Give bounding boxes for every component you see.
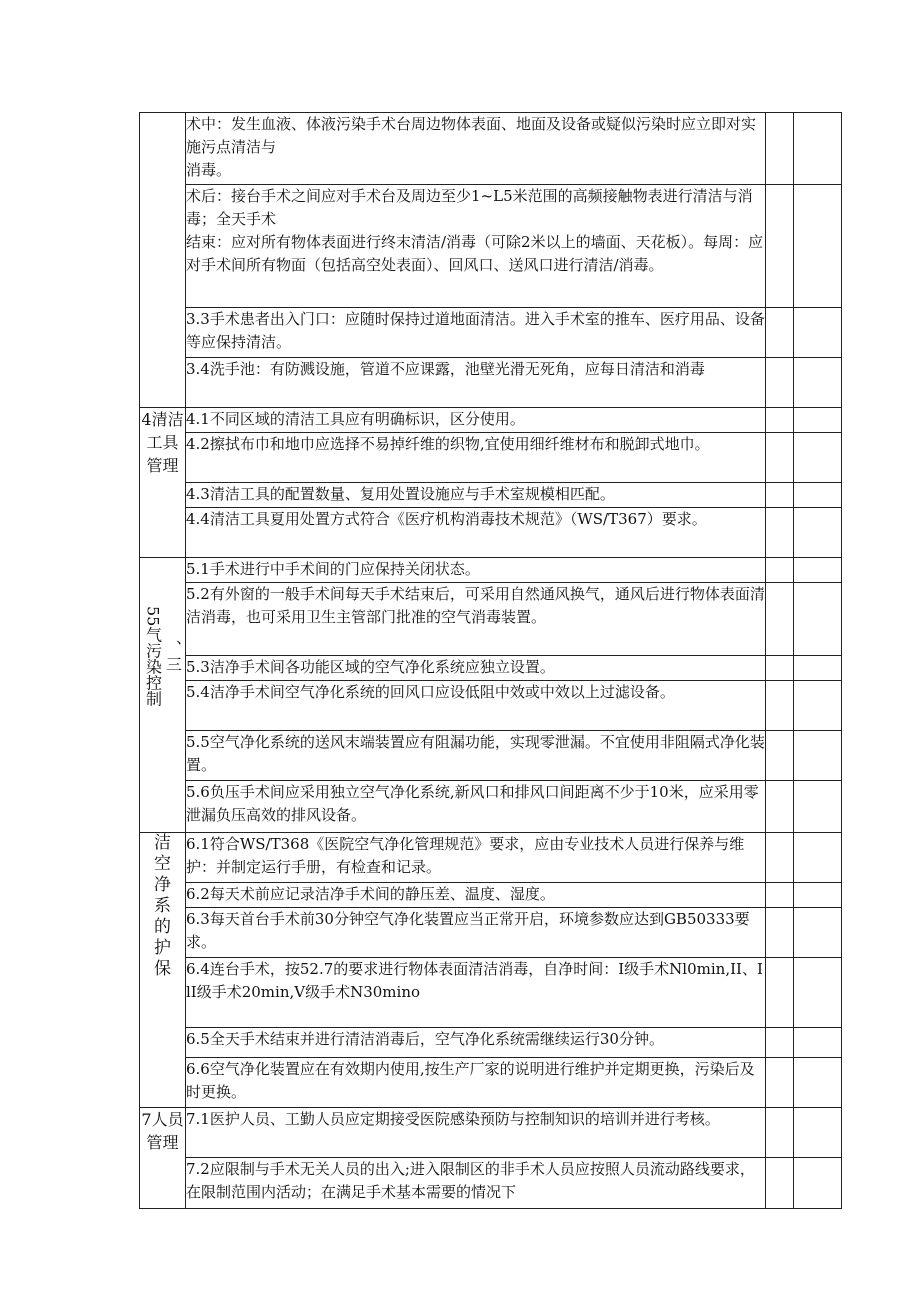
item-text: 5.4洁净手术间空气净化系统的回风口应设低阻中效或中效以上过滤设备。 — [186, 683, 675, 701]
item-cell — [186, 833, 766, 883]
check-cell[interactable] — [766, 483, 794, 508]
item-text: 6.3每天首台手术前30分钟空气净化装置应当正常开启，环境参数应达到GB50333要求。 — [186, 910, 750, 951]
remark-cell[interactable] — [794, 1108, 842, 1158]
item-cell — [186, 908, 766, 958]
remark-cell[interactable] — [794, 908, 842, 958]
remark-cell[interactable] — [794, 883, 842, 908]
check-cell[interactable] — [766, 113, 794, 185]
table-row — [140, 1158, 842, 1209]
check-cell[interactable] — [766, 1108, 794, 1158]
item-cell — [186, 958, 766, 1028]
table-row — [140, 656, 842, 681]
table-row — [140, 358, 842, 408]
item-text: 3.3手术患者出入门口：应随时保持过道地面清洁。进入手术室的推车、医疗用品、设备等应保持清洁。 — [186, 310, 765, 351]
item-text: 4.4清洁工具夏用处置方式符合《医疗机构消毒技术规范》（WS/T367）要求。 — [186, 510, 707, 528]
item-cell — [186, 731, 766, 781]
table-row — [140, 1058, 842, 1108]
item-text: 3.4洗手池：有防溅设施，管道不应课露，池壁光滑无死角，应每日清洁和消毒 — [186, 360, 705, 378]
check-cell[interactable] — [766, 308, 794, 358]
category-cell — [140, 113, 186, 408]
table-row — [140, 185, 842, 308]
item-text: 4.2擦拭布巾和地巾应选择不易掉纤维的织物,宜使用细纤维材布和脱卸式地巾。 — [186, 435, 710, 453]
check-cell[interactable] — [766, 958, 794, 1028]
table-row — [140, 558, 842, 583]
item-text: 6.1符合WS/T368《医院空气净化管理规范》要求，应由专业技术人员进行保养与维护：并制定运行手册，有检查和记录。 — [186, 835, 745, 876]
remark-cell[interactable] — [794, 1158, 842, 1209]
category-label: 4清洁工具管理 — [141, 410, 184, 475]
check-cell[interactable] — [766, 508, 794, 558]
remark-cell[interactable] — [794, 558, 842, 583]
remark-cell[interactable] — [794, 583, 842, 656]
item-cell — [186, 113, 766, 185]
check-cell[interactable] — [766, 681, 794, 731]
check-cell[interactable] — [766, 358, 794, 408]
remark-cell[interactable] — [794, 833, 842, 883]
item-text: 术中：发生血液、体液污染手术台周边物体表面、地面及设备或疑似污染时应立即对实施污点清洁与 消毒。 — [186, 115, 757, 179]
table-row — [140, 113, 842, 185]
item-cell — [186, 781, 766, 833]
item-text: 4.1不同区域的清洁工具应有明确标识，区分使用。 — [186, 410, 525, 428]
item-cell — [186, 483, 766, 508]
table-row — [140, 583, 842, 656]
item-cell — [186, 408, 766, 433]
item-cell — [186, 1108, 766, 1158]
category-label: 、三 55气污染控制 — [143, 606, 183, 707]
category-cell — [140, 558, 186, 833]
check-cell[interactable] — [766, 1058, 794, 1108]
check-cell[interactable] — [766, 656, 794, 681]
item-text: 7.2应限制与手术无关人员的出入;进入限制区的非手术人员应按照人员流动路线要求，在限制范围内活动；在满足手术基本需要的情况下 — [186, 1160, 755, 1201]
table-row — [140, 508, 842, 558]
item-cell — [186, 308, 766, 358]
item-cell — [186, 883, 766, 908]
remark-cell[interactable] — [794, 681, 842, 731]
check-cell[interactable] — [766, 558, 794, 583]
category-cell — [140, 1108, 186, 1209]
item-cell — [186, 583, 766, 656]
item-text: 7.1医护人员、工勤人员应定期接受医院感染预防与控制知识的培训并进行考核。 — [186, 1110, 720, 1128]
remark-cell[interactable] — [794, 781, 842, 833]
table-row — [140, 781, 842, 833]
table-row — [140, 833, 842, 883]
remark-cell[interactable] — [794, 185, 842, 308]
item-text: 5.3洁净手术间各功能区域的空气净化系统应独立设置。 — [186, 658, 555, 676]
item-cell — [186, 508, 766, 558]
check-cell[interactable] — [766, 908, 794, 958]
check-cell[interactable] — [766, 583, 794, 656]
category-cell — [140, 833, 186, 1108]
table-row — [140, 908, 842, 958]
item-text: 术后：接台手术之间应对手术台及周边至少1~L5米范围的高频接触物表进行清洁与消毒；全天手术 结束：应对所有物体表面进行终末清洁/消毒（可除2米以上的墙面、天花板）。每周：应对手术间所有物面（包括高空处表面）、回风口、送风口进行清洁/消毒。 — [186, 187, 764, 274]
item-text: 6.6空气净化装置应在有效期内使用,按生产厂家的说明进行维护并定期更换，污染后及时更换。 — [186, 1060, 755, 1101]
remark-cell[interactable] — [794, 1028, 842, 1058]
item-cell — [186, 558, 766, 583]
item-text: 5.5空气净化系统的送风末端装置应有阻漏功能，实现零泄漏。不宜使用非阻隔式净化装置。 — [186, 733, 765, 774]
remark-cell[interactable] — [794, 656, 842, 681]
remark-cell[interactable] — [794, 358, 842, 408]
item-cell — [186, 433, 766, 483]
category-label: 7人员管理 — [141, 1110, 184, 1152]
check-cell[interactable] — [766, 781, 794, 833]
remark-cell[interactable] — [794, 408, 842, 433]
item-cell — [186, 656, 766, 681]
item-text: 4.3清洁工具的配置数量、复用处置设施应与手术室规模相匹配。 — [186, 485, 615, 503]
item-cell — [186, 1028, 766, 1058]
remark-cell[interactable] — [794, 731, 842, 781]
item-text: 6.2每天术前应记录洁净手术间的静压差、温度、湿度。 — [186, 885, 555, 903]
item-cell — [186, 185, 766, 308]
checklist-body — [140, 113, 842, 1209]
remark-cell[interactable] — [794, 1058, 842, 1108]
item-cell — [186, 681, 766, 731]
check-cell[interactable] — [766, 1028, 794, 1058]
table-row — [140, 958, 842, 1028]
remark-cell[interactable] — [794, 483, 842, 508]
remark-cell[interactable] — [794, 433, 842, 483]
item-cell — [186, 1158, 766, 1209]
remark-cell[interactable] — [794, 113, 842, 185]
table-row — [140, 681, 842, 731]
item-text: 5.1手术进行中手术间的门应保持关闭状态。 — [186, 560, 480, 578]
table-row — [140, 483, 842, 508]
category-cell — [140, 408, 186, 558]
table-row — [140, 408, 842, 433]
table-row — [140, 731, 842, 781]
item-text: 6.4连台手术，按52.7的要求进行物体表面清洁消毒，自净时间：I级手术Nl0min,II、IlI级手术20min,V级手术N30mino — [186, 960, 763, 1001]
checklist-table — [139, 112, 842, 1209]
table-row — [140, 883, 842, 908]
remark-cell[interactable] — [794, 308, 842, 358]
check-cell[interactable] — [766, 185, 794, 308]
remark-cell[interactable] — [794, 508, 842, 558]
item-text: 5.2有外窗的一般手术间每天手术结束后，可采用自然通风换气，通风后进行物体表面清洁消毒，也可采用卫生主管部门批准的空气消毒装置。 — [186, 585, 765, 626]
check-cell[interactable] — [766, 731, 794, 781]
table-row — [140, 1108, 842, 1158]
table-row — [140, 1028, 842, 1058]
item-text: 6.5全天手术结束并进行清洁消毒后，空气净化系统需继续运行30分钟。 — [186, 1030, 664, 1048]
item-cell — [186, 358, 766, 408]
table-row — [140, 308, 842, 358]
item-text: 5.6负压手术间应采用独立空气净化系统,新风口和排风口间距离不少于10米，应采用零泄漏负压高效的排风设备。 — [186, 783, 759, 824]
item-cell — [186, 1058, 766, 1108]
check-cell[interactable] — [766, 433, 794, 483]
remark-cell[interactable] — [794, 958, 842, 1028]
table-row — [140, 433, 842, 483]
check-cell[interactable] — [766, 883, 794, 908]
check-cell[interactable] — [766, 408, 794, 433]
category-label: 洁空净系的护保 — [154, 833, 171, 979]
check-cell[interactable] — [766, 833, 794, 883]
check-cell[interactable] — [766, 1158, 794, 1209]
